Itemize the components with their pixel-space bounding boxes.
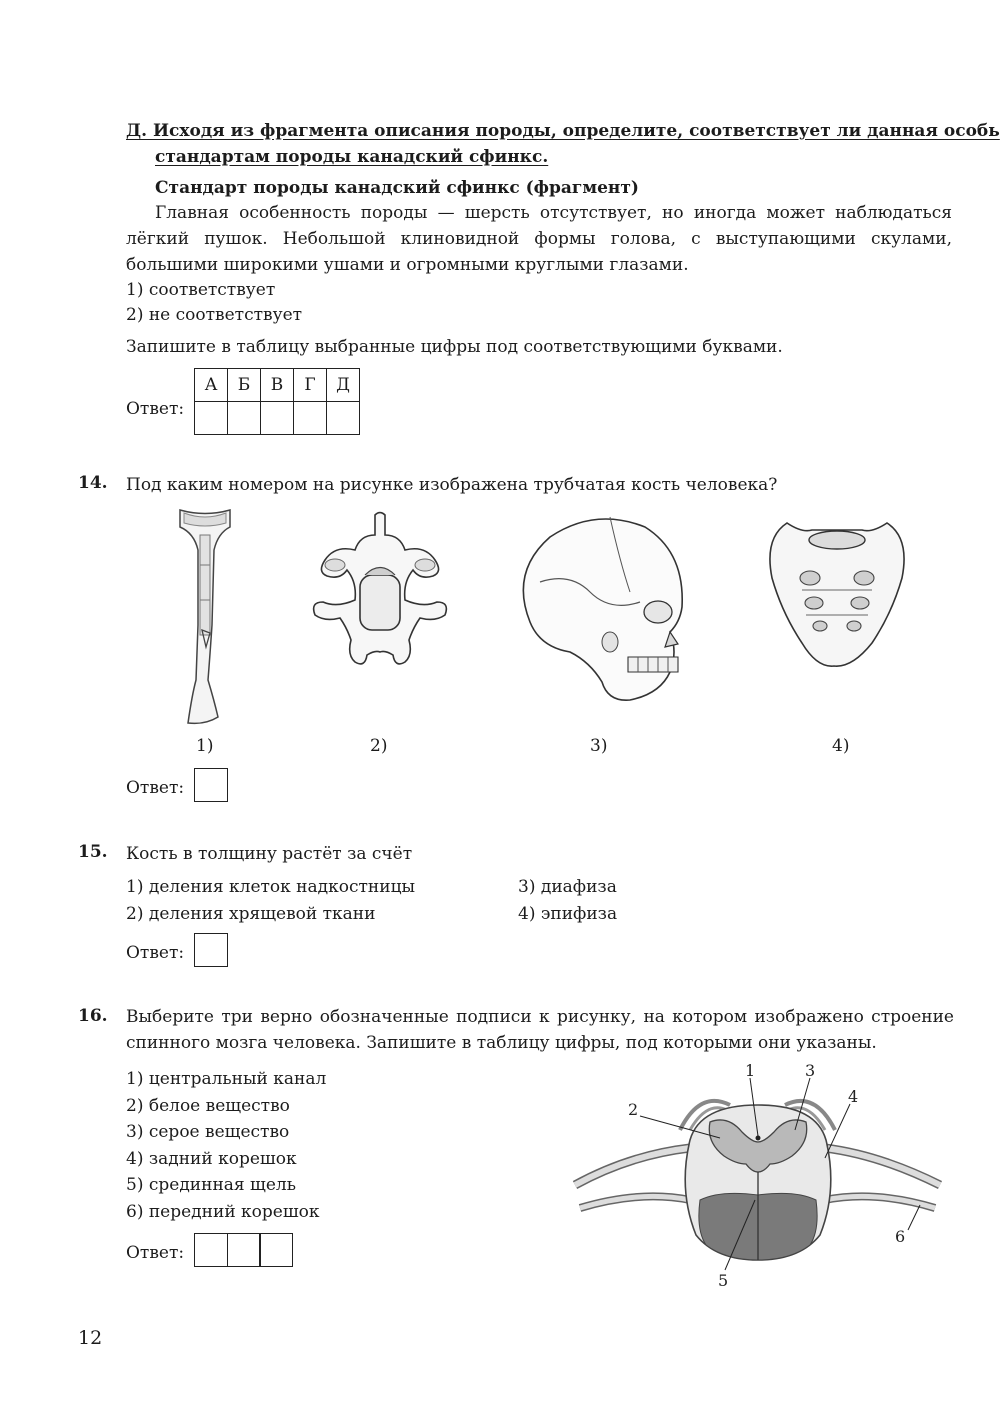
q16-answer-cells bbox=[194, 1233, 293, 1267]
table-header-d: Д bbox=[327, 369, 360, 402]
q15-text: Кость в толщину растёт за счёт bbox=[126, 844, 413, 864]
vertebra-figure bbox=[305, 510, 455, 672]
long-bone-figure bbox=[170, 505, 240, 730]
q16-answer-label: Ответ: bbox=[126, 1243, 185, 1263]
q14-text: Под каким номером на рисунке изображена трубчатая кость человека? bbox=[126, 475, 778, 495]
q16-option-2: 2) белое вещество bbox=[126, 1096, 290, 1116]
q15-option-4: 4) эпифиза bbox=[518, 904, 618, 924]
table-header-g: Г bbox=[294, 369, 327, 402]
task-d-instruction: Запишите в таблицу выбранные цифры под соответствующими буквами. bbox=[126, 337, 783, 357]
spinal-label-3: 3 bbox=[805, 1061, 816, 1080]
q16-option-1: 1) центральный канал bbox=[126, 1069, 327, 1089]
task-d-option-2: 2) не соответствует bbox=[126, 305, 303, 325]
q14-answer-label: Ответ: bbox=[126, 778, 185, 798]
table-header-a: А bbox=[195, 369, 228, 402]
task-d-paragraph: Главная особенность породы — шерсть отсутствует, но иногда может наблюдаться лёгкий пушок. Небольшой клиновидной формы голова, с выступающими скулами, большими широкими ушами и огромными круглыми глазами. bbox=[126, 203, 952, 275]
q16-answer-cell-1[interactable] bbox=[194, 1233, 228, 1267]
q15-answer-box[interactable] bbox=[194, 933, 228, 967]
spinal-label-1: 1 bbox=[745, 1061, 756, 1080]
q14-label-1: 1) bbox=[196, 736, 214, 756]
spinal-cord-figure bbox=[570, 1060, 950, 1290]
q16-answer-cell-2[interactable] bbox=[227, 1233, 261, 1267]
q16-option-6: 6) передний корешок bbox=[126, 1202, 320, 1222]
q16-option-4: 4) задний корешок bbox=[126, 1149, 297, 1169]
q16-option-5: 5) срединная щель bbox=[126, 1175, 296, 1195]
q15-option-1: 1) деления клеток надкостницы bbox=[126, 877, 416, 897]
page-number: 12 bbox=[78, 1327, 103, 1349]
q16-option-3: 3) серое вещество bbox=[126, 1122, 290, 1142]
table-header-v: В bbox=[261, 369, 294, 402]
q14-label-4: 4) bbox=[832, 736, 850, 756]
q15-option-2: 2) деления хрящевой ткани bbox=[126, 904, 376, 924]
spinal-label-6: 6 bbox=[895, 1227, 906, 1246]
answer-cell-b[interactable] bbox=[228, 402, 261, 435]
task-d-subheading: Стандарт породы канадский сфинкс (фрагмент) bbox=[155, 178, 639, 198]
spinal-label-5: 5 bbox=[718, 1271, 729, 1290]
q14-label-3: 3) bbox=[590, 736, 608, 756]
sacrum-figure bbox=[762, 518, 912, 670]
q14-answer-box[interactable] bbox=[194, 768, 228, 802]
q14-number: 14. bbox=[78, 473, 108, 493]
spinal-label-4: 4 bbox=[848, 1087, 859, 1106]
answer-cell-a[interactable] bbox=[195, 402, 228, 435]
q16-number: 16. bbox=[78, 1006, 108, 1026]
skull-figure bbox=[510, 512, 690, 707]
q15-answer-label: Ответ: bbox=[126, 943, 185, 963]
task-d-heading-line1: Д. Исходя из фрагмента описания породы, определите, соответствует ли данная особь bbox=[126, 121, 1000, 141]
q15-option-3: 3) диафиза bbox=[518, 877, 617, 897]
q16-text: Выберите три верно обозначенные подписи к рисунку, на котором изображено строение спинного мозга человека. Запишите в таблицу цифры, под которыми они указаны. bbox=[126, 1007, 954, 1053]
answer-cell-g[interactable] bbox=[294, 402, 327, 435]
spinal-label-2: 2 bbox=[628, 1100, 639, 1119]
task-d-heading bbox=[126, 118, 1000, 170]
task-d-answer-table bbox=[194, 368, 360, 435]
table-header-b: Б bbox=[228, 369, 261, 402]
task-d-answer-label: Ответ: bbox=[126, 399, 185, 419]
task-d-heading-line2: стандартам породы канадский сфинкс. bbox=[155, 147, 549, 167]
answer-cell-d[interactable] bbox=[327, 402, 360, 435]
answer-cell-v[interactable] bbox=[261, 402, 294, 435]
q14-label-2: 2) bbox=[370, 736, 388, 756]
q15-number: 15. bbox=[78, 842, 108, 862]
q16-answer-cell-3[interactable] bbox=[259, 1233, 293, 1267]
task-d-option-1: 1) соответствует bbox=[126, 280, 276, 300]
